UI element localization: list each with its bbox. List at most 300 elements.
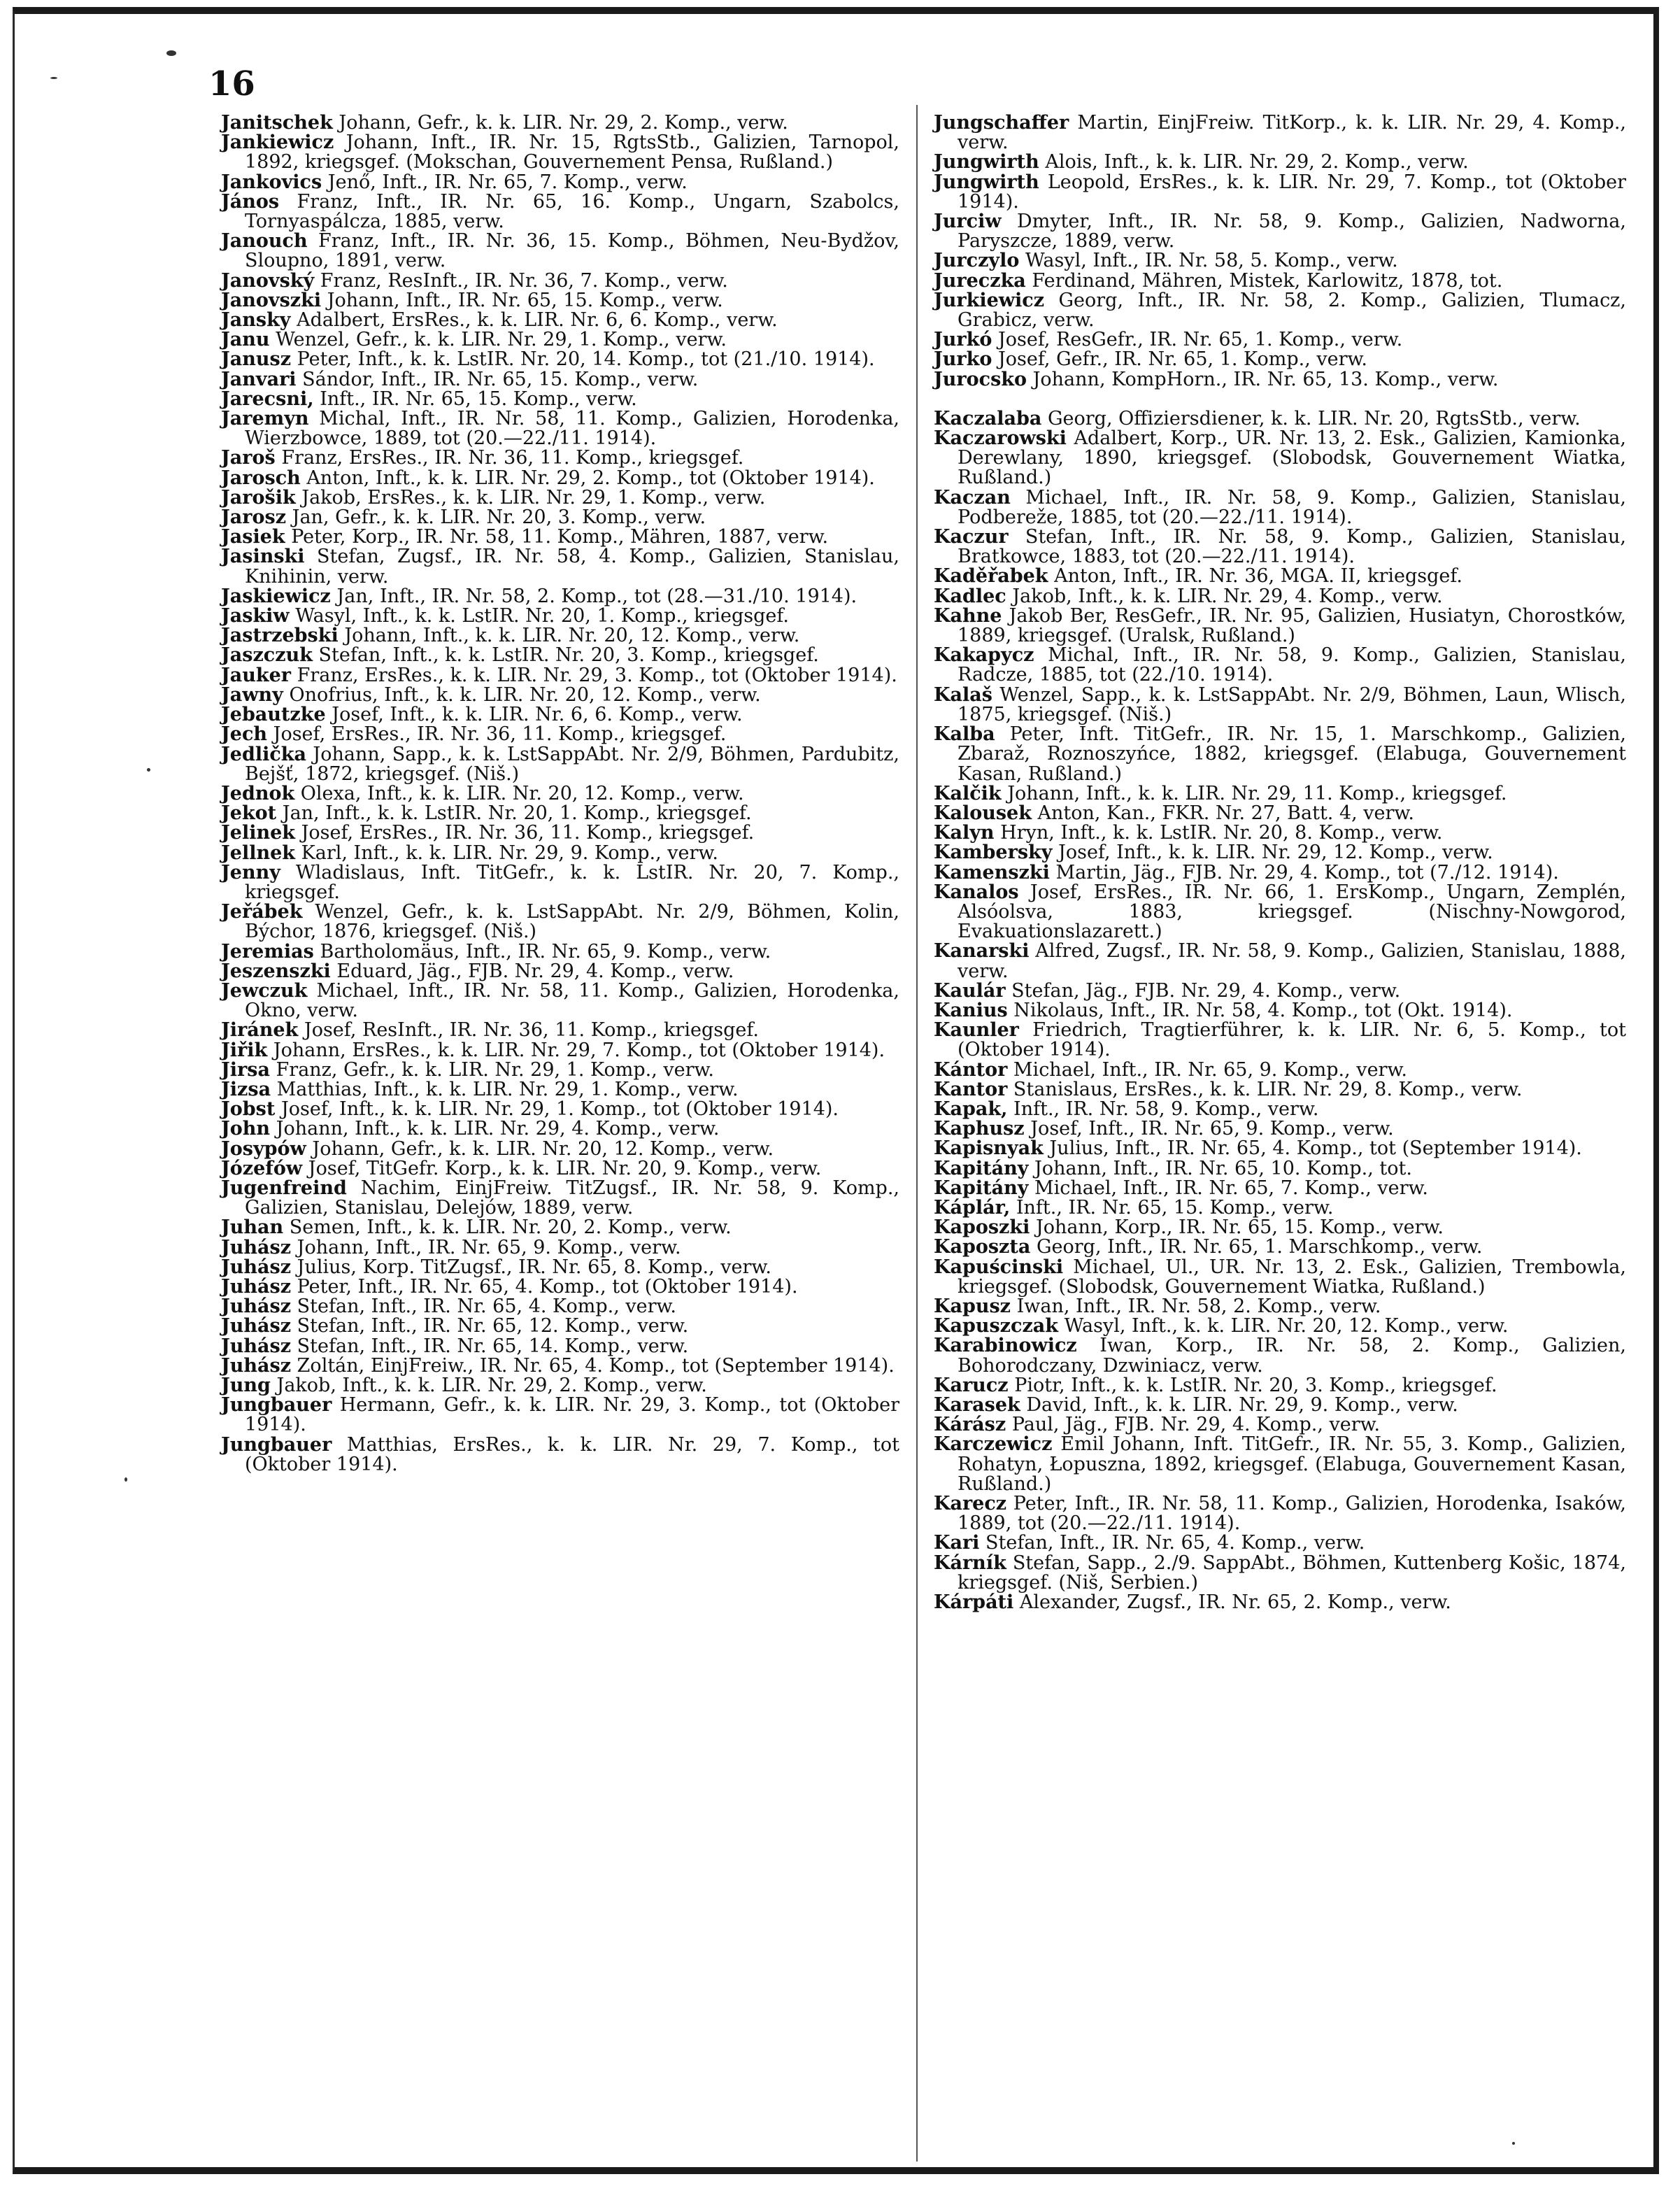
- entry-details: Julius, Inft., IR. Nr. 65, 4. Komp., tot (September 1914).: [1049, 1137, 1582, 1160]
- entry-details: Nikolaus, Inft., IR. Nr. 58, 4. Komp., tot (Okt. 1914).: [1013, 999, 1513, 1021]
- entry-surname: Kahne: [934, 604, 1002, 627]
- entry: [934, 1198, 1626, 1218]
- entry-surname: Jansky: [221, 309, 291, 332]
- entry-surname: Kaczarowski: [934, 427, 1067, 450]
- entry: [934, 1119, 1626, 1139]
- entry-surname: Juhász: [221, 1296, 292, 1318]
- entry-details: Stefan, Jäg., FJB. Nr. 29, 4. Komp., verw.: [1011, 979, 1401, 1002]
- entry-details: Michael, Inft., IR. Nr. 65, 7. Komp., verw.: [1034, 1177, 1429, 1199]
- entry: [221, 784, 899, 804]
- entry: [221, 469, 899, 488]
- entry-surname: Jech: [221, 723, 268, 746]
- entry: [221, 291, 899, 311]
- entry-surname: Kaděřabek: [934, 565, 1048, 588]
- entry-details: Alfred, Zugsf., IR. Nr. 58, 9. Komp., Galizien, Stanislau, 1888, verw.: [958, 940, 1626, 982]
- entry-surname: Jebautzke: [221, 704, 326, 726]
- entry-surname: Jirsa: [221, 1058, 270, 1081]
- entry-details: Josef, ResGefr., IR. Nr. 65, 1. Komp., verw.: [997, 329, 1403, 351]
- entry-details: Jakob Ber, ResGefr., IR. Nr. 95, Galizien, Husiatyn, Chorostków, 1889, kriegsgef. (Uralsk, Rußland.): [958, 604, 1626, 647]
- entry: [934, 271, 1626, 291]
- entry-details: Josef, ResInft., IR. Nr. 36, 11. Komp., kriegsgef.: [304, 1019, 759, 1042]
- entry: [934, 725, 1626, 784]
- entry: [934, 1336, 1626, 1375]
- entry-details: Josef, ErsRes., IR. Nr. 66, 1. ErsKomp., Ungarn, Zemplén, Alsóolsva, 1883, kriegsgef. (Nischny-Nowgorod, Evakuationslazarett.): [958, 881, 1626, 943]
- entry-surname: Kaposzki: [934, 1216, 1030, 1239]
- entry-details: Georg, Inft., IR. Nr. 58, 2. Komp., Galizien, Tlumacz, Grabicz, verw.: [958, 289, 1626, 332]
- entry-surname: Kalba: [934, 723, 995, 746]
- entry-surname: Jugenfreind: [221, 1177, 347, 1199]
- scan-speck: [147, 768, 150, 772]
- entry-surname: Jawny: [221, 683, 283, 706]
- entry-surname: Jedlička: [221, 743, 306, 765]
- entry: [221, 626, 899, 646]
- entry: [934, 429, 1626, 488]
- entry: [221, 1060, 899, 1080]
- entry-details: Johann, ErsRes., k. k. LIR. Nr. 29, 7. Komp., tot (Oktober 1914).: [273, 1039, 885, 1061]
- entry-surname: Józefów: [221, 1157, 303, 1179]
- entry: [221, 1021, 899, 1040]
- entry-details: Wasyl, Inft., k. k. LIR. Nr. 20, 12. Komp., verw.: [1064, 1315, 1509, 1337]
- entry: [934, 1060, 1626, 1080]
- entry: [221, 1080, 899, 1100]
- entry: [934, 863, 1626, 883]
- entry: [221, 981, 899, 1021]
- entry-surname: Jarošik: [221, 486, 296, 509]
- entry: [934, 1533, 1626, 1553]
- entry-details: Zoltán, EinjFreiw., IR. Nr. 65, 4. Komp., tot (September 1914).: [297, 1354, 895, 1377]
- entry-details: Johann, Inft., k. k. LIR. Nr. 20, 12. Komp., verw.: [344, 625, 800, 647]
- column-divider: [916, 105, 918, 2162]
- entry-details: Adalbert, Korp., UR. Nr. 13, 2. Esk., Galizien, Kamionka, Derewlany, 1890, kriegsgef. (Slobodsk, Gouvernement Wiatka, Rußland.): [958, 427, 1626, 489]
- entry-surname: Jarosz: [221, 506, 287, 529]
- entry-surname: Kalousek: [934, 802, 1032, 824]
- entry-surname: John: [221, 1118, 271, 1140]
- entry-details: Josef, Inft., k. k. LIR. Nr. 6, 6. Komp., verw.: [332, 704, 743, 726]
- entry-surname: Kanalos: [934, 881, 1019, 903]
- entry-surname: Juhász: [221, 1256, 292, 1278]
- entry: [934, 152, 1626, 172]
- entry-details: Josef, Inft., k. k. LIR. Nr. 29, 12. Komp., verw.: [1058, 842, 1493, 864]
- entry: [221, 113, 899, 133]
- entry: [221, 962, 899, 981]
- entry-surname: Jeszenszki: [221, 960, 331, 982]
- entry-details: Stefan, Inft., IR. Nr. 65, 4. Komp., verw.: [985, 1532, 1365, 1554]
- entry: [221, 606, 899, 626]
- entry-details: Johann, Inft., IR. Nr. 65, 15. Komp., verw.: [327, 289, 723, 311]
- entry: [221, 1179, 899, 1218]
- entry-surname: Janovszki: [221, 289, 322, 311]
- entry: [221, 1297, 899, 1316]
- entry-surname: Jewczuk: [221, 979, 308, 1002]
- entry-details: Franz, Inft., IR. Nr. 65, 16. Komp., Ungarn, Szabolcs, Tornyaspálcza, 1885, verw.: [245, 190, 899, 233]
- entry-surname: Jasinski: [221, 546, 305, 568]
- entry-details: Sándor, Inft., IR. Nr. 65, 15. Komp., verw.: [302, 368, 699, 390]
- entry: [221, 745, 899, 784]
- entry-surname: Jiřik: [221, 1039, 268, 1061]
- entry-details: Eduard, Jäg., FJB. Nr. 29, 4. Komp., verw.: [336, 960, 734, 982]
- entry-surname: Jungwirth: [934, 151, 1039, 173]
- entry: [221, 311, 899, 330]
- entry-surname: Kalčik: [934, 782, 1002, 804]
- entry-details: Stefan, Inft., IR. Nr. 65, 12. Komp., verw.: [297, 1315, 689, 1337]
- entry-surname: Kari: [934, 1532, 980, 1554]
- entry-details: Michael, Ul., UR. Nr. 13, 2. Esk., Galizien, Trembowla, kriegsgef. (Slobodsk, Gouvernement Wiatka, Rußland.): [958, 1256, 1626, 1298]
- entry-details: Johann, Inft., k. k. LIR. Nr. 29, 4. Komp., verw.: [276, 1118, 720, 1140]
- entry: [221, 1435, 899, 1475]
- entry: [934, 981, 1626, 1001]
- entry-details: Nachim, EinjFreiw. TitZugsf., IR. Nr. 58, 9. Komp., Galizien, Stanislau, Delejów, 1889, verw.: [245, 1177, 899, 1219]
- entry: [221, 1041, 899, 1060]
- entry: [221, 390, 899, 409]
- entry-details: Franz, ErsRes., IR. Nr. 36, 11. Komp., kriegsgef.: [281, 447, 744, 469]
- entry: [221, 666, 899, 686]
- entry-details: Josef, ErsRes., IR. Nr. 36, 11. Komp., kriegsgef.: [301, 822, 755, 844]
- entry-surname: Karasek: [934, 1394, 1020, 1416]
- entry-details: Josef, Inft., k. k. LIR. Nr. 29, 1. Komp., tot (Oktober 1914).: [280, 1098, 839, 1121]
- entry-surname: Jastrzebski: [221, 625, 339, 647]
- entry: [934, 488, 1626, 527]
- entry-surname: Jenny: [221, 861, 280, 883]
- entry-details: Bartholomäus, Inft., IR. Nr. 65, 9. Komp., verw.: [320, 940, 771, 963]
- entry-details: Michal, Inft., IR. Nr. 58, 11. Komp., Galizien, Horodenka, Wierzbowce, 1889, tot (20.—22./11. 1914).: [245, 408, 899, 450]
- entry: [221, 1100, 899, 1119]
- entry-surname: Jurciw: [934, 211, 1002, 233]
- entry: [221, 804, 899, 823]
- entry-details: Jakob, Inft., k. k. LIR. Nr. 29, 2. Komp., verw.: [276, 1375, 707, 1396]
- entry-details: Wasyl, Inft., k. k. LstIR. Nr. 20, 1. Komp., kriegsgef.: [295, 605, 790, 627]
- entry: [934, 173, 1626, 212]
- entry: [934, 1001, 1626, 1021]
- entry-surname: Janovský: [221, 269, 315, 292]
- entry-surname: Jurocsko: [934, 368, 1027, 390]
- entry: [221, 488, 899, 508]
- entry-details: Johann, Inft., IR. Nr. 15, RgtsStb., Galizien, Tarnopol, 1892, kriegsgef. (Mokschan, Gouvernement Pensa, Rußland.): [245, 132, 899, 173]
- entry-details: Adalbert, ErsRes., k. k. LIR. Nr. 6, 6. Komp., verw.: [297, 309, 778, 332]
- entry: [934, 1494, 1626, 1533]
- entry: [221, 508, 899, 527]
- entry-details: Paul, Jäg., FJB. Nr. 29, 4. Komp., verw.: [1011, 1414, 1381, 1436]
- entry: [934, 1159, 1626, 1179]
- entry-details: Anton, Kan., FKR. Nr. 27, Batt. 4, verw.: [1037, 802, 1414, 824]
- entry-details: Georg, Offiziersdiener, k. k. LIR. Nr. 20, RgtsStb., verw.: [1047, 407, 1581, 430]
- entry: [221, 271, 899, 291]
- entry-surname: Kapitány: [934, 1157, 1029, 1179]
- entry-details: Iwan, Inft., IR. Nr. 58, 2. Komp., verw.: [1016, 1295, 1381, 1317]
- entry: [934, 1100, 1626, 1119]
- entry-surname: Jarecsni,: [221, 388, 314, 410]
- entry-surname: Kapitány: [934, 1177, 1029, 1199]
- entry-details: Hermann, Gefr., k. k. LIR. Nr. 29, 3. Komp., tot (Oktober 1914).: [245, 1394, 899, 1436]
- entry: [221, 1277, 899, 1297]
- entry: [221, 725, 899, 744]
- entry: [221, 409, 899, 448]
- entry: [934, 1376, 1626, 1396]
- entry-details: Peter, Inft., IR. Nr. 58, 11. Komp., Galizien, Horodenka, Isaków, 1889, tot (20.—22./11. 1914).: [958, 1493, 1626, 1535]
- entry-details: Michal, Inft., IR. Nr. 58, 9. Komp., Galizien, Stanislau, Radcze, 1885, tot (22./10. 1914).: [958, 644, 1626, 686]
- entry-details: Josef, ErsRes., IR. Nr. 36, 11. Komp., kriegsgef.: [273, 723, 727, 746]
- entry: [934, 330, 1626, 350]
- entry-surname: Kaphusz: [934, 1118, 1025, 1140]
- entry: [221, 1337, 899, 1356]
- entry-surname: Jung: [221, 1375, 271, 1396]
- entry: [934, 409, 1626, 429]
- scan-speck: [124, 1477, 127, 1482]
- entry-surname: Jungbauer: [221, 1394, 332, 1417]
- entry: [934, 1237, 1626, 1257]
- entry: [221, 232, 899, 271]
- entry: [934, 1316, 1626, 1336]
- entry: [934, 1021, 1626, 1060]
- entry-surname: Kapak,: [934, 1098, 1008, 1120]
- entry-surname: Kapusz: [934, 1295, 1011, 1317]
- entry: [934, 804, 1626, 823]
- entry-details: Johann, Inft., IR. Nr. 65, 9. Komp., verw.: [297, 1236, 681, 1258]
- entry-surname: Karabinowicz: [934, 1335, 1077, 1357]
- entry: [934, 1415, 1626, 1435]
- entry-surname: Jurkó: [934, 329, 992, 351]
- entry-details: Peter, Inft., k. k. LstIR. Nr. 20, 14. Komp., tot (21./10. 1914).: [297, 348, 875, 371]
- entry-details: Johann, Inft., k. k. LIR. Nr. 29, 11. Komp., kriegsgef.: [1007, 782, 1507, 804]
- entry-details: Franz, Gefr., k. k. LIR. Nr. 29, 1. Komp., verw.: [276, 1058, 714, 1081]
- entry: [934, 370, 1626, 390]
- entry-surname: Jungwirth: [934, 171, 1039, 193]
- entry-surname: Jaskiw: [221, 605, 290, 627]
- entry-details: Onofrius, Inft., k. k. LIR. Nr. 20, 12. Komp., verw.: [289, 683, 761, 706]
- entry-details: Martin, Jäg., FJB. Nr. 29, 4. Komp., tot (7./12. 1914).: [1055, 861, 1559, 883]
- entry-details: Josef, Gefr., IR. Nr. 65, 1. Komp., verw.: [997, 348, 1368, 371]
- entry-details: Jan, Inft., IR. Nr. 58, 2. Komp., tot (28.—31./10. 1914).: [336, 585, 857, 607]
- entry-surname: Kalaš: [934, 683, 992, 706]
- entry: [934, 606, 1626, 646]
- entry-details: Peter, Inft. TitGefr., IR. Nr. 15, 1. Marschkomp., Galizien, Zbaraž, Roznoszyńce, 1882, kriegsgef. (Elabuga, Gouvernement Kasan, Rußland.): [958, 723, 1626, 785]
- entry-details: Jan, Inft., k. k. LstIR. Nr. 20, 1. Komp., kriegsgef.: [282, 802, 752, 825]
- entry-surname: Jasiek: [221, 526, 285, 548]
- left-column: [221, 113, 899, 1475]
- entry: [221, 330, 899, 350]
- entry-surname: Kakapycz: [934, 644, 1034, 667]
- entry-surname: Kadlec: [934, 585, 1006, 607]
- entry-details: Matthias, ErsRes., k. k. LIR. Nr. 29, 7. Komp., tot (Oktober 1914).: [245, 1433, 899, 1475]
- scan-speck: [50, 77, 57, 79]
- entry: [934, 527, 1626, 567]
- entry-details: Franz, ErsRes., k. k. LIR. Nr. 29, 3. Komp., tot (Oktober 1914).: [297, 664, 897, 686]
- entry-details: Josef, TitGefr. Korp., k. k. LIR. Nr. 20, 9. Komp., verw.: [308, 1157, 822, 1179]
- entry: [221, 705, 899, 725]
- entry-surname: Jungbauer: [221, 1433, 332, 1456]
- entry-surname: Juhász: [221, 1315, 292, 1337]
- entry: [934, 1080, 1626, 1100]
- entry-surname: Jeremias: [221, 940, 314, 963]
- entry-surname: Jankiewicz: [221, 132, 334, 154]
- entry-surname: Kantor: [934, 1078, 1008, 1100]
- entry-details: Peter, Inft., IR. Nr. 65, 4. Komp., tot (Oktober 1914).: [297, 1275, 798, 1298]
- entry-details: Inft., IR. Nr. 65, 15. Komp., verw.: [1016, 1196, 1334, 1219]
- entry-surname: Jeřábek: [221, 901, 303, 923]
- entry: [221, 1356, 899, 1376]
- entry-surname: Jungschaffer: [934, 112, 1069, 134]
- entry-details: Josef, Inft., IR. Nr. 65, 9. Komp., verw.: [1030, 1118, 1394, 1140]
- entry-surname: Jauker: [221, 664, 292, 686]
- entry-surname: Kambersky: [934, 842, 1053, 864]
- entry: [221, 844, 899, 863]
- entry: [934, 683, 1626, 725]
- entry-details: Dmyter, Inft., IR. Nr. 58, 9. Komp., Galizien, Nadworna, Paryszcze, 1889, verw.: [958, 211, 1626, 253]
- entry-details: Jenő, Inft., IR. Nr. 65, 7. Komp., verw.: [327, 171, 688, 193]
- entry-details: Anton, Inft., IR. Nr. 36, MGA. II, kriegsgef.: [1054, 565, 1462, 588]
- entry-surname: Jiránek: [221, 1019, 299, 1042]
- entry: [934, 1258, 1626, 1297]
- entry-surname: Kántor: [934, 1058, 1008, 1081]
- entry-surname: Jekot: [221, 802, 277, 825]
- entry: [221, 902, 899, 942]
- entry: [221, 448, 899, 468]
- entry-surname: Karecz: [934, 1493, 1007, 1515]
- entry-details: Stefan, Zugsf., IR. Nr. 58, 4. Komp., Galizien, Stanislau, Knihinin, verw.: [245, 546, 899, 588]
- entry-surname: Jaszczuk: [221, 644, 313, 667]
- entry-surname: János: [221, 190, 280, 213]
- entry-details: Anton, Inft., k. k. LIR. Nr. 29, 2. Komp., tot (Oktober 1914).: [306, 467, 875, 489]
- entry: [221, 863, 899, 902]
- entry-surname: Kapuszczak: [934, 1315, 1058, 1337]
- entry-surname: Kaulár: [934, 979, 1006, 1002]
- entry: [934, 1139, 1626, 1158]
- page-number: 16: [208, 64, 255, 104]
- entry: [221, 547, 899, 586]
- entry: [221, 587, 899, 606]
- entry: [934, 843, 1626, 863]
- entry: [221, 942, 899, 962]
- entry: [934, 1179, 1626, 1198]
- entry: [934, 587, 1626, 606]
- entry-details: Emil Johann, Inft. TitGefr., IR. Nr. 55, 3. Komp., Galizien, Rohatyn, Łopuszna, 1892, kriegsgef. (Elabuga, Gouvernement Kasan, Rußland.): [958, 1433, 1626, 1495]
- entry: [934, 350, 1626, 369]
- entry-surname: Kaposzta: [934, 1236, 1031, 1258]
- entry: [934, 291, 1626, 330]
- entry-surname: Janu: [221, 329, 270, 351]
- entry-surname: Karucz: [934, 1374, 1009, 1396]
- entry-surname: Janouch: [221, 230, 308, 253]
- entry-details: Piotr, Inft., k. k. LstIR. Nr. 20, 3. Komp., kriegsgef.: [1014, 1374, 1497, 1396]
- entry: [934, 1435, 1626, 1494]
- entry: [221, 1218, 899, 1237]
- entry-details: Wenzel, Gefr., k. k. LIR. Nr. 29, 1. Komp., verw.: [276, 329, 727, 351]
- entry: [934, 942, 1626, 981]
- entry-surname: Káplár,: [934, 1196, 1011, 1219]
- entry: [221, 683, 899, 706]
- entry-details: Johann, Korp., IR. Nr. 65, 15. Komp., verw.: [1035, 1216, 1444, 1239]
- entry: [221, 173, 899, 192]
- entry: [221, 1258, 899, 1277]
- entry-details: Inft., IR. Nr. 58, 9. Komp., verw.: [1013, 1098, 1319, 1120]
- entry: [934, 113, 1626, 152]
- entry-surname: Jureczka: [934, 269, 1026, 292]
- entry-surname: Kaczur: [934, 526, 1009, 548]
- entry-surname: Jobst: [221, 1098, 276, 1121]
- entry-details: Franz, ResInft., IR. Nr. 36, 7. Komp., verw.: [320, 269, 728, 292]
- entry: [934, 1593, 1626, 1612]
- entry-details: Johann, Gefr., k. k. LIR. Nr. 29, 2. Komp., verw.: [339, 112, 788, 134]
- entry-surname: Karczewicz: [934, 1433, 1053, 1456]
- entry-surname: Jurkiewicz: [934, 289, 1045, 311]
- letter-gap: [934, 390, 1626, 409]
- entry-surname: Kalyn: [934, 822, 995, 844]
- entry-details: Inft., IR. Nr. 65, 15. Komp., verw.: [320, 388, 637, 410]
- entry: [934, 1554, 1626, 1593]
- entry: [934, 823, 1626, 843]
- entry-surname: Jaskiewicz: [221, 585, 331, 607]
- entry-details: Julius, Korp. TitZugsf., IR. Nr. 65, 8. Komp., verw.: [297, 1256, 771, 1278]
- entry-surname: Jelinek: [221, 822, 295, 844]
- scan-speck: [166, 50, 176, 56]
- entry-surname: Juhan: [221, 1216, 284, 1239]
- entry-details: Olexa, Inft., k. k. LIR. Nr. 20, 12. Komp., verw.: [300, 782, 744, 804]
- entry-surname: Jellnek: [221, 842, 295, 864]
- entry: [221, 1316, 899, 1336]
- entry-surname: Jednok: [221, 782, 295, 804]
- entry-surname: Kárpáti: [934, 1591, 1014, 1614]
- entry-details: Franz, Inft., IR. Nr. 36, 15. Komp., Böhmen, Neu-Bydžov, Sloupno, 1891, verw.: [245, 230, 899, 272]
- entry: [221, 1137, 899, 1160]
- entry: [221, 133, 899, 172]
- entry: [221, 1159, 899, 1179]
- entry-details: Stefan, Inft., IR. Nr. 65, 4. Komp., verw.: [297, 1296, 677, 1318]
- entry: [934, 1218, 1626, 1237]
- entry-details: Semen, Inft., k. k. LIR. Nr. 20, 2. Komp., verw.: [289, 1216, 732, 1239]
- scan-speck: [1512, 2142, 1515, 2145]
- entry-surname: Juhász: [221, 1335, 292, 1357]
- entry-surname: Kanius: [934, 999, 1008, 1021]
- entry-details: Alexander, Zugsf., IR. Nr. 65, 2. Komp., verw.: [1019, 1591, 1451, 1614]
- entry-surname: Kaczan: [934, 486, 1011, 509]
- entry: [934, 784, 1626, 804]
- entry-details: Jan, Gefr., k. k. LIR. Nr. 20, 3. Komp., verw.: [292, 506, 706, 529]
- entry-details: Stanislaus, ErsRes., k. k. LIR. Nr. 29, 8. Komp., verw.: [1013, 1078, 1523, 1100]
- entry-details: Matthias, Inft., k. k. LIR. Nr. 29, 1. Komp., verw.: [276, 1078, 739, 1100]
- entry-surname: Jankovics: [221, 171, 322, 193]
- entry-details: Stefan, Inft., IR. Nr. 65, 14. Komp., verw.: [297, 1335, 689, 1357]
- entry-surname: Juhász: [221, 1354, 292, 1377]
- entry-details: Alois, Inft., k. k. LIR. Nr. 29, 2. Komp., verw.: [1045, 151, 1469, 173]
- entry: [221, 1396, 899, 1435]
- right-column-j-entries: [934, 113, 1626, 390]
- entry-surname: Jaremyn: [221, 408, 309, 430]
- entry-surname: Juhász: [221, 1236, 292, 1258]
- entry-surname: Jurko: [934, 348, 992, 371]
- entry: [934, 1396, 1626, 1415]
- entry-details: Leopold, ErsRes., k. k. LIR. Nr. 29, 7. Komp., tot (Oktober 1914).: [958, 171, 1626, 213]
- entry-surname: Jizsa: [221, 1078, 271, 1100]
- entry-surname: Kaczalaba: [934, 407, 1042, 430]
- entry-surname: Kanarski: [934, 940, 1030, 963]
- entry-details: Karl, Inft., k. k. LIR. Nr. 29, 9. Komp., verw.: [301, 842, 718, 864]
- entry-surname: Janvari: [221, 368, 297, 390]
- entry-details: Wladislaus, Inft. TitGefr., k. k. LstIR. Nr. 20, 7. Komp., kriegsgef.: [245, 861, 899, 903]
- entry-surname: Kárász: [934, 1414, 1006, 1436]
- entry-surname: Janitschek: [221, 112, 333, 134]
- entry-details: Johann, Gefr., k. k. LIR. Nr. 20, 12. Komp., verw.: [312, 1137, 774, 1160]
- entry-details: Michael, Inft., IR. Nr. 65, 9. Komp., verw.: [1013, 1058, 1407, 1081]
- entry-surname: Kárník: [934, 1552, 1006, 1574]
- entry: [221, 1119, 899, 1139]
- entry-details: Johann, KompHorn., IR. Nr. 65, 13. Komp., verw.: [1032, 368, 1499, 390]
- entry-details: Jakob, ErsRes., k. k. LIR. Nr. 29, 1. Komp., verw.: [301, 486, 766, 509]
- entry: [221, 823, 899, 843]
- entry: [221, 1238, 899, 1258]
- entry-details: Wasyl, Inft., IR. Nr. 58, 5. Komp., verw.: [1025, 250, 1398, 272]
- entry: [221, 646, 899, 665]
- entry-surname: Juhász: [221, 1275, 292, 1298]
- entry: [221, 1376, 899, 1396]
